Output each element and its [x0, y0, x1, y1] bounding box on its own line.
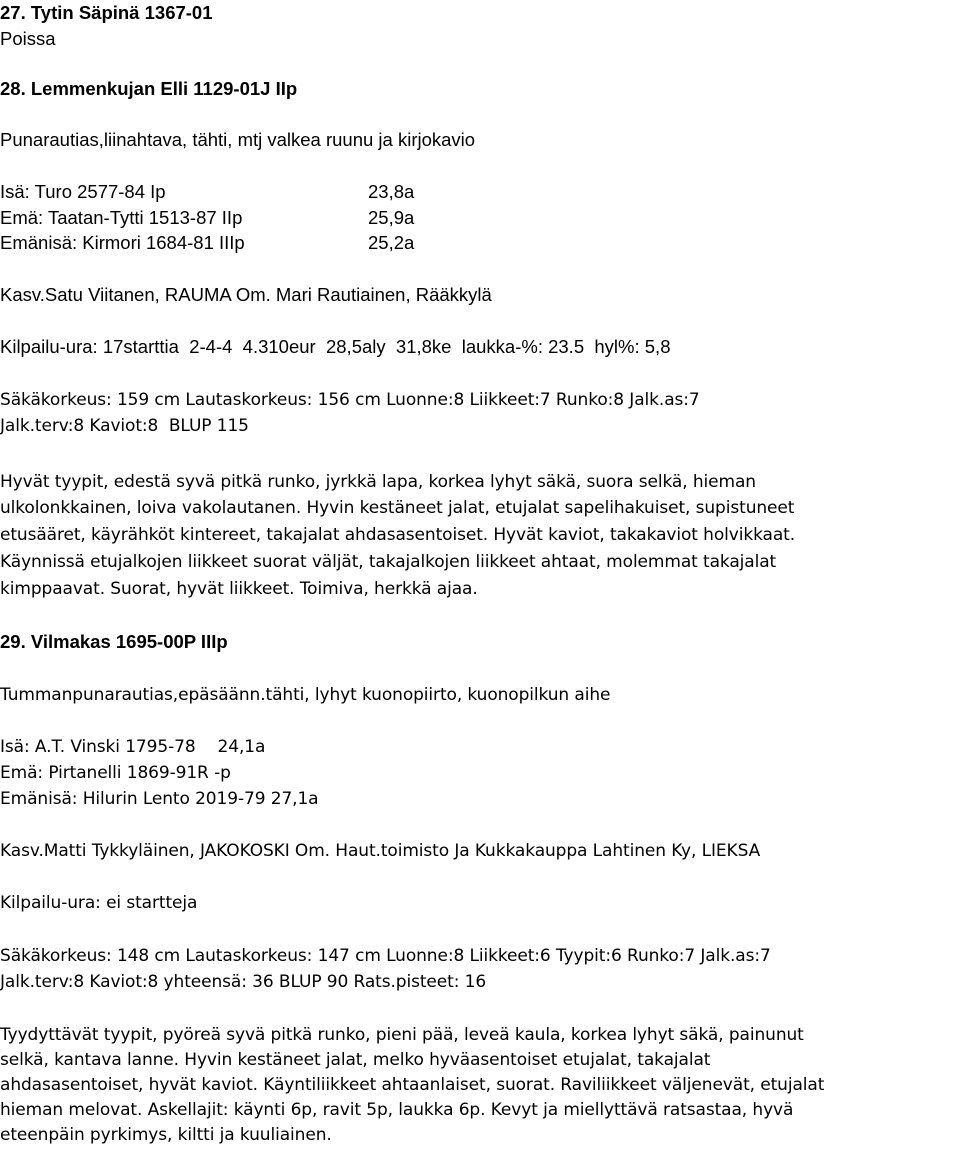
entry-28-sire: Isä: Turo 2577-84 Ip [0, 181, 166, 202]
entry-28-sire-record: 23,8a [368, 181, 415, 202]
entry-28-dam: Emä: Taatan-Tytti 1513-87 IIp [0, 207, 243, 228]
entry-29-measures-2: Jalk.terv:8 Kaviot:8 yhteensä: 36 BLUP 90 Rats.pisteet: 16 [0, 972, 487, 992]
entry-28-dam-record: 25,9a [368, 207, 415, 228]
entry-28-desc-line: kimppaavat. Suorat, hyvät liikkeet. Toimiva, herkkä ajaa. [0, 579, 478, 599]
entry-29-desc-line: eteenpäin pyrkimys, kiltti ja kuuliainen. [0, 1125, 332, 1145]
entry-29-damsire: Emänisä: Hilurin Lento 2019-79 27,1a [0, 789, 319, 809]
entry-29-breeder-owner: Kasv.Matti Tykkyläinen, JAKOKOSKI Om. Haut.toimisto Ja Kukkakauppa Lahtinen Ky, LIEKSA [0, 841, 761, 861]
entry-29-desc-line: Tyydyttävät tyypit, pyöreä syvä pitkä runko, pieni pää, leveä kaula, korkea lyhyt säkä, painunut [0, 1025, 804, 1045]
entry-29-sire: Isä: A.T. Vinski 1795-78 [0, 737, 196, 757]
entry-29-measures-1: Säkäkorkeus: 148 cm Lautaskorkeus: 147 cm Luonne:8 Liikkeet:6 Tyypit:6 Runko:7 Jalk.as:7 [0, 946, 771, 966]
entry-28-desc-line: Hyvät tyypit, edestä syvä pitkä runko, jyrkkä lapa, korkea lyhyt säkä, suora selkä, hieman [0, 472, 756, 492]
entry-28-damsire-record: 25,2a [368, 232, 415, 253]
entry-28-desc-line: ulkolonkkainen, loiva vakolautanen. Hyvin kestäneet jalat, etujalat sapelihakuiset, supistuneet [0, 498, 795, 518]
entry-29-title: 29. Vilmakas 1695-00P IIIp [0, 631, 228, 652]
entry-28-measures-1: Säkäkorkeus: 159 cm Lautaskorkeus: 156 cm Luonne:8 Liikkeet:7 Runko:8 Jalk.as:7 [0, 390, 700, 410]
entry-28-breeder-owner: Kasv.Satu Viitanen, RAUMA Om. Mari Rautiainen, Rääkkylä [0, 284, 492, 305]
entry-28-career: Kilpailu-ura: 17starttia 2-4-4 4.310eur 28,5aly 31,8ke laukka-%: 23.5 hyl%: 5,8 [0, 336, 671, 357]
entry-27-title: 27. Tytin Säpinä 1367-01 [0, 2, 213, 23]
entry-28-measures-2: Jalk.terv:8 Kaviot:8 BLUP 115 [0, 416, 249, 436]
entry-29-career: Kilpailu-ura: ei startteja [0, 893, 198, 913]
entry-29-desc-line: ahdasasentoiset, hyvät kaviot. Käyntiliikkeet ahtaanlaiset, suorat. Raviliikkeet väljenevät, etujalat [0, 1075, 825, 1095]
entry-27-status: Poissa [0, 28, 56, 49]
entry-28-color: Punarautias,liinahtava, tähti, mtj valkea ruunu ja kirjokavio [0, 129, 476, 150]
entry-29-sire-record: 24,1a [217, 737, 266, 757]
entry-29-desc-line: selkä, kantava lanne. Hyvin kestäneet jalat, melko hyväasentoiset etujalat, takajalat [0, 1050, 711, 1070]
entry-29-color: Tummanpunarautias,epäsäänn.tähti, lyhyt kuonopiirto, kuonopilkun aihe [0, 685, 611, 705]
entry-29-sire-line [0, 736, 265, 758]
entry-28-desc-line: Käynnissä etujalkojen liikkeet suorat väljät, takajalkojen liikkeet ahtaat, molemmat takajalat [0, 552, 777, 572]
entry-28-desc-line: etusääret, käyrähköt kintereet, takajalat ahdasasentoiset. Hyvät kaviot, takakaviot holvikkaat. [0, 525, 796, 545]
entry-28-damsire: Emänisä: Kirmori 1684-81 IIIp [0, 232, 245, 253]
entry-28-title: 28. Lemmenkujan Elli 1129-01J IIp [0, 78, 298, 99]
entry-29-desc-line: hieman melovat. Askellajit: käynti 6p, ravit 5p, laukka 6p. Kevyt ja miellyttävä ratsastaa, hyvä [0, 1100, 794, 1120]
entry-29-dam: Emä: Pirtanelli 1869-91R -p [0, 763, 231, 783]
